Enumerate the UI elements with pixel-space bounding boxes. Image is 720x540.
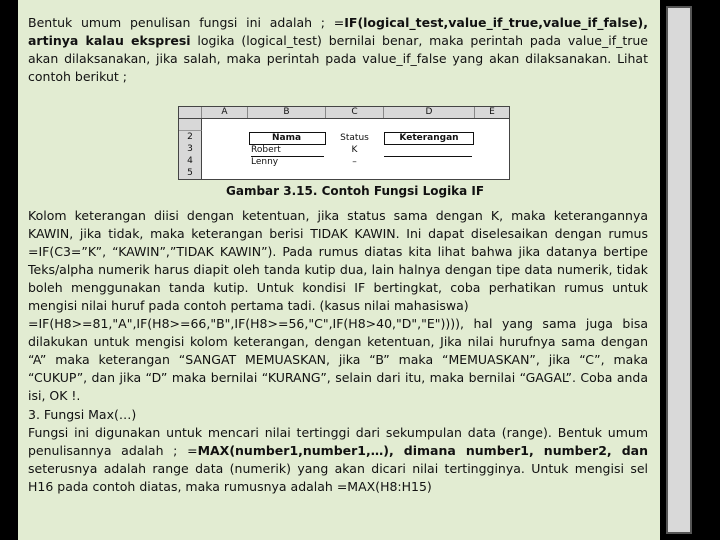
paragraph-max xyxy=(28,406,648,496)
p1-text-a: Bentuk umum penulisan fungsi ini adalah ; = xyxy=(28,15,345,30)
cell-status-blank: – xyxy=(352,157,357,167)
col-a: A xyxy=(202,107,248,118)
spreadsheet-example xyxy=(178,106,510,180)
row-1 xyxy=(179,119,202,131)
row-3: 3 xyxy=(179,143,202,156)
row-5: 5 xyxy=(179,167,202,180)
row-4: 4 xyxy=(179,155,202,168)
col-b: B xyxy=(248,107,326,118)
cell-robert: Robert xyxy=(251,144,324,157)
p3-bold-syntax: MAX(number1,number1,…), dimana number1, number2, dan xyxy=(197,443,649,458)
row-2: 2 xyxy=(179,131,202,144)
p3-text-a: Fungsi ini digunakan untuk mencari nilai tertinggi dari sekumpulan data (range). Bentuk umum penulisannya adalah ; = xyxy=(28,425,648,458)
scroll-strip[interactable] xyxy=(666,6,692,534)
col-c: C xyxy=(326,107,384,118)
cell-ket-underline xyxy=(384,144,472,157)
paragraph-if-intro xyxy=(28,14,648,86)
cell-lenny: Lenny xyxy=(251,157,279,167)
p3-heading: 3. Fungsi Max(…) xyxy=(28,407,137,422)
header-keterangan: Keterangan xyxy=(399,133,459,143)
header-nama: Nama xyxy=(271,133,302,143)
col-e: E xyxy=(489,107,495,117)
col-d: D xyxy=(384,107,475,118)
corner-cell xyxy=(179,107,202,118)
header-status: Status xyxy=(340,133,369,143)
right-sidebar xyxy=(663,0,720,540)
p2-line2: =IF(H8>=81,"A",IF(H8>=66,"B",IF(H8>=56,"C",IF(H8>40,"D","E")))), hal yang sama juga bisa dilakukan untuk mengisi kolom keterangan, dengan ketentuan, Jika nilai hurufnya sama dengan “A” maka keterangan “SANGAT MEMUASKAN, jika “B” maka “MEMUASKAN”, jika “C”, maka “CUKUP”, dan jika “D” maka bernilai “KURANG”, selain dari itu, maka bernilai “GAGAL”. Coba anda isi, OK !. xyxy=(28,316,648,403)
p3-text-c: seterusnya adalah range data (numerik) yang akan dicari nilai tertingginya. Untuk mengisi sel H16 pada contoh diatas, maka rumusnya adalah =MAX(H8:H15) xyxy=(28,461,648,494)
p1-text-c: logika (logical_test) bernilai benar, maka perintah pada value_if_true akan dilaksanakan, jika salah, maka perintah pada value_if_false yang akan dilaksanakan. Lihat contoh berikut ; xyxy=(28,33,648,84)
paragraph-if-explanation xyxy=(28,207,648,405)
figure-caption: Gambar 3.15. Contoh Fungsi Logika IF xyxy=(226,184,485,198)
cell-status-k: K xyxy=(351,145,358,155)
p1-bold-syntax: IF(logical_test,value_if_true,value_if_false), artinya kalau ekspresi xyxy=(28,15,648,48)
p2-line1: Kolom keterangan diisi dengan ketentuan, jika status sama dengan K, maka keterangannya KAWIN, jika tidak, maka keterangan berisi TIDAK KAWIN. Ini dapat diselesaikan dengan rumus =IF(C3=”K”, “KAWIN”,”TIDAK KAWIN”). Pada rumus diatas kita lihat bahwa jika datanya bertipe Teks/alpha numerik harus diapit oleh tanda kutip dua, lain halnya dengan tipe data numerik, tidak boleh menggunakan tanda kutip. Untuk kondisi IF bertingkat, coba perhatikan rumus untuk mengisi nilai huruf pada contoh pertama tadi. (kasus nilai mahasiswa) xyxy=(28,208,648,313)
